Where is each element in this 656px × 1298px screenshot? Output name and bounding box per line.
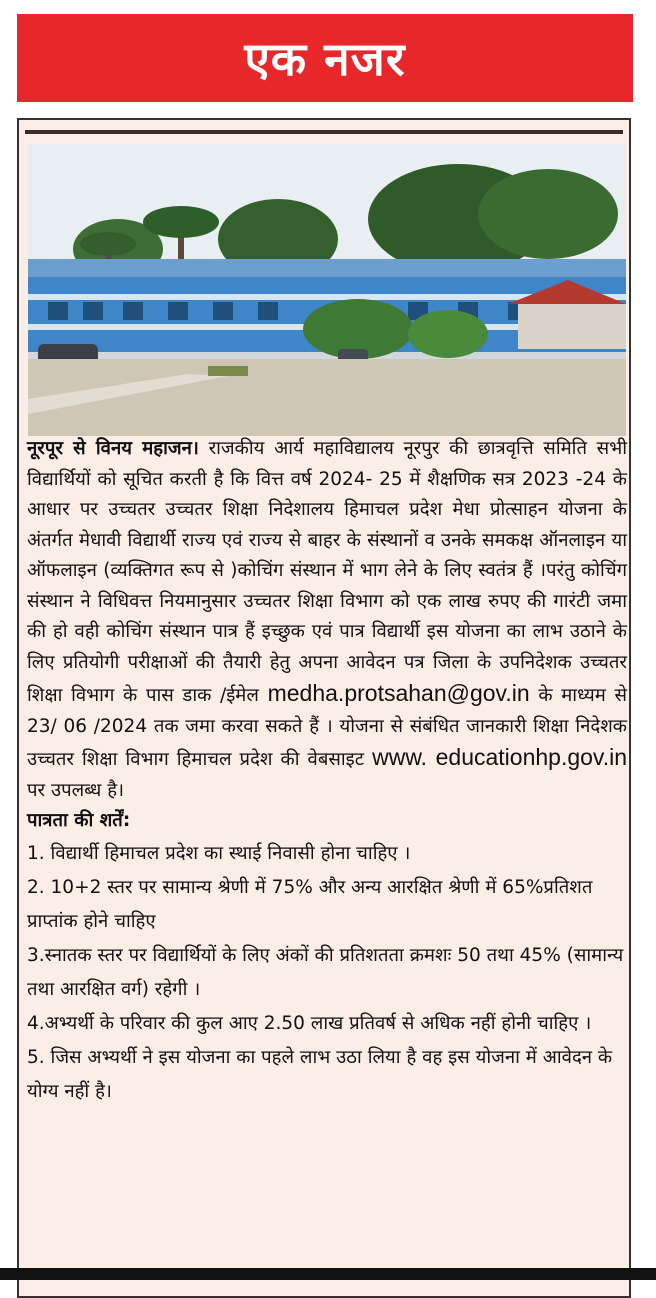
email-link[interactable]: medha.protsahan@gov.in — [267, 680, 530, 706]
college-building-photo — [28, 144, 626, 436]
photo-illustration — [28, 144, 626, 436]
body-text-2: के माध्यम से 23/ 06 /2024 तक जमा करवा सकते हैं । योजना से संबंधित जानकारी शिक्षा निदेशक उच्चतर शिक्षा विभाग हिमाचल प्रदेश की वेबसाइट — [27, 685, 627, 770]
article-frame — [17, 118, 631, 1298]
byline: नूरपूर से विनय महाजन। — [27, 438, 199, 459]
website-link[interactable]: www. educationhp.gov.in — [372, 744, 627, 770]
body-text-1: राजकीय आर्य महाविद्यालय नूरपुर की छात्रवृत्ति समिति सभी विद्यार्थियों को सूचित करती है कि वित्त वर्ष 2024- 25 में शैक्षणिक सत्र 2023 -24 के आधार पर उच्चतर उच्चतर शिक्षा निदेशालय हिमाचल प्रदेश मेधा प्रोत्साहन योजना के अंतर्गत मेधावी विद्यार्थी राज्य एवं राज्य से बाहर के संस्थानों व उनके समकक्ष ऑनलाइन या ऑफलाइन (व्यक्तिगत रूप से )कोचिंग संस्थान में भाग लेने के लिए स्वतंत्र हैं ।परंतु कोचिंग संस्थान ने विधिवत्त नियमानुसार उच्चतर शिक्षा विभाग को एक लाख रुपए की गारंटी जमा की हो वही कोचिंग संस्थान पात्र हैं इच्छुक एवं पात्र विद्यार्थी इस योजना का लाभ उठाने के लिए प्रतियोगी परीक्षाओं की तैयारी हेतु अपना आवेदन पत्र जिला के उपनिदेशक उच्चतर शिक्षा विभाग के पास डाक /ईमेल — [27, 438, 627, 706]
top-rule — [25, 130, 623, 134]
condition-item: 3.स्नातक स्तर पर विद्यार्थियों के लिए अंकों की प्रतिशतता क्रमशः 50 तथा 45% (सामान्य तथा आरक्षित वर्ग) रहेगी । — [27, 944, 624, 1000]
body-text-3: पर उपलब्ध है। — [27, 779, 125, 801]
eligibility-heading: पात्रता की शर्तें: — [27, 810, 131, 831]
condition-item: 5. जिस अभ्यर्थी ने इस योजना का पहले लाभ उठा लिया है वह इस योजना में आवेदन के योग्य नहीं है। — [27, 1046, 613, 1102]
header-banner — [17, 14, 633, 102]
condition-item: 1. विद्यार्थी हिमाचल प्रदेश का स्थाई निवासी होना चाहिए । — [27, 842, 411, 864]
cut-off-next-text — [0, 1268, 656, 1280]
article-body — [27, 434, 627, 1109]
article-paragraph — [27, 434, 627, 806]
banner-title: एक नजर — [244, 32, 406, 86]
condition-item: 4.अभ्यर्थी के परिवार की कुल आए 2.50 लाख प्रतिवर्ष से अधिक नहीं होनी चाहिए । — [27, 1012, 592, 1034]
condition-item: 2. 10+2 स्तर पर सामान्य श्रेणी में 75% और अन्य आरक्षित श्रेणी में 65%प्रतिशत प्राप्तांक होने चाहिए — [27, 876, 593, 932]
